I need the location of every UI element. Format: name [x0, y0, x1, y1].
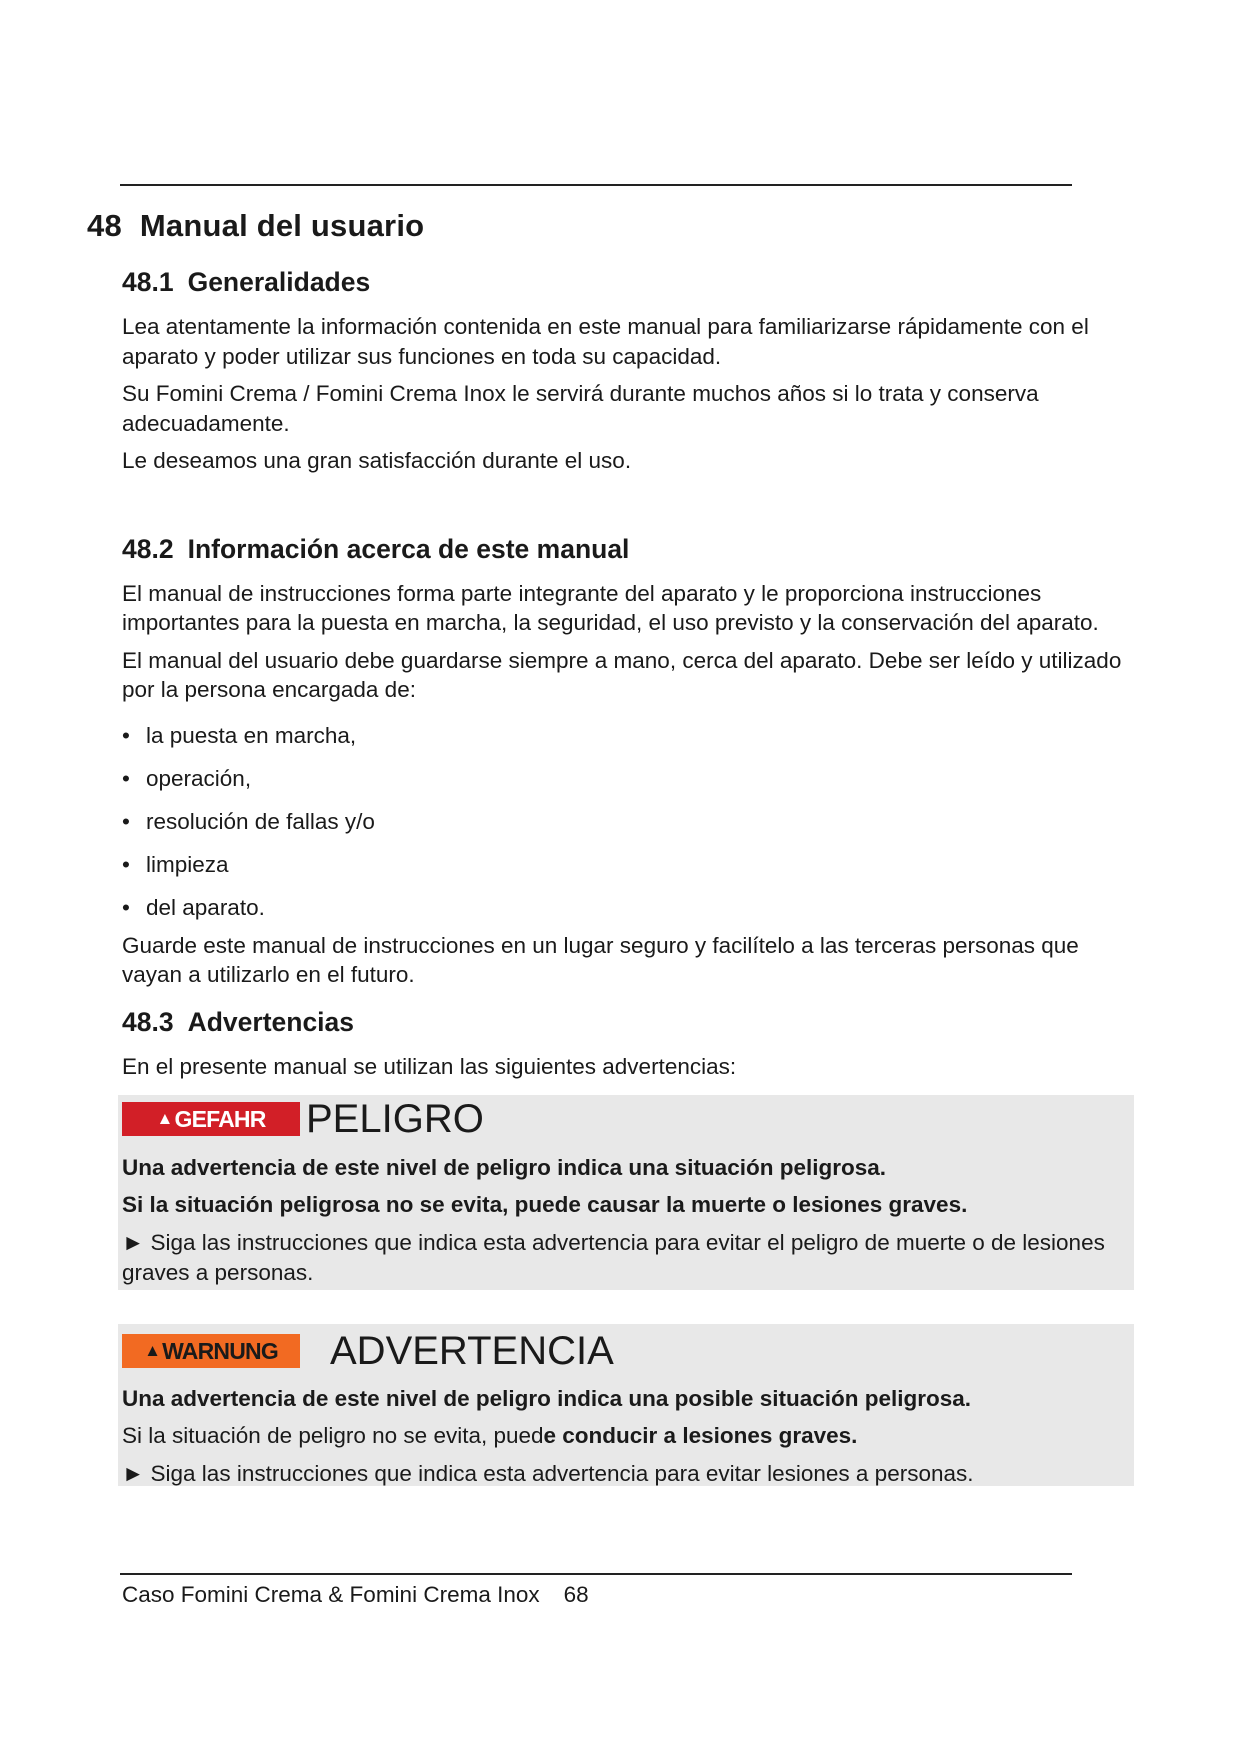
- paragraph: El manual de instrucciones forma parte integrante del aparato y le proporciona instrucciones importantes para la puesta en marcha, la seguridad, el uso previsto y la conservación del aparato.: [122, 580, 1099, 635]
- footer-title: Caso Fomini Crema & Fomini Crema Inox: [122, 1582, 540, 1607]
- warning-line: Si la situación peligrosa no se evita, puede causar la muerte o lesiones graves.: [122, 1192, 968, 1217]
- heading-number: 48.1: [122, 267, 174, 297]
- warning-instruction: ► Siga las instrucciones que indica esta advertencia para evitar el peligro de muerte o de lesiones graves a personas.: [122, 1230, 1105, 1285]
- list-item: • la puesta en marcha,: [122, 721, 1122, 764]
- list-item: • resolución de fallas y/o: [122, 807, 1122, 850]
- warning-header: [122, 1097, 1130, 1141]
- bullet-list: [122, 721, 1122, 936]
- footer-rule: [120, 1573, 1072, 1575]
- page-content: [87, 208, 1122, 1486]
- paragraph: En el presente manual se utilizan las siguientes advertencias:: [122, 1053, 737, 1079]
- warning-line: Una advertencia de este nivel de peligro indica una posible situación peligrosa.: [122, 1386, 971, 1411]
- heading-generalidades: [122, 267, 1122, 298]
- warnung-badge: [122, 1334, 300, 1368]
- signal-word: ADVERTENCIA: [330, 1328, 614, 1373]
- paragraph: El manual del usuario debe guardarse siempre a mano, cerca del aparato. Debe ser leído y utilizado por la persona encargada de:: [122, 647, 1122, 702]
- paragraph: Su Fomini Crema / Fomini Crema Inox le servirá durante muchos años si lo trata y conserva adecuadamente.: [122, 381, 1039, 436]
- page-footer: [122, 1580, 589, 1610]
- warning-line-normal: Si la situación de peligro no se evita, pued: [122, 1423, 544, 1448]
- gefahr-badge: [122, 1102, 300, 1136]
- heading-number: 48.3: [122, 1006, 174, 1037]
- heading-number: 48.2: [122, 533, 174, 564]
- informacion-body: [122, 579, 1122, 705]
- warning-triangle-icon: ▲: [144, 1341, 161, 1360]
- warning-line: [122, 1421, 1130, 1451]
- heading-informacion: [122, 534, 1122, 565]
- warning-instruction: ► Siga las instrucciones que indica esta advertencia para evitar lesiones a personas.: [122, 1460, 974, 1486]
- warning-line-bold: e conducir a lesiones graves.: [543, 1423, 858, 1448]
- page-number: 68: [563, 1582, 589, 1607]
- list-item: • del aparato.: [122, 893, 1122, 936]
- warning-box-peligro: [118, 1095, 1134, 1290]
- paragraph: Lea atentamente la información contenida en este manual para familiarizarse rápidamente con el aparato y poder utilizar sus funciones en toda su capacidad.: [122, 314, 1089, 369]
- generalidades-body: [122, 312, 1122, 476]
- paragraph: Le deseamos una gran satisfacción durante el uso.: [122, 448, 632, 473]
- list-item: • operación,: [122, 764, 1122, 807]
- section-heading: [87, 208, 1122, 244]
- section-title: Manual del usuario: [139, 208, 425, 243]
- header-rule: [120, 184, 1072, 186]
- warning-header: [122, 1328, 1130, 1374]
- list-item: • limpieza: [122, 850, 1122, 893]
- warning-line: Una advertencia de este nivel de peligro indica una situación peligrosa.: [122, 1155, 886, 1180]
- warning-triangle-icon: ▲: [156, 1109, 173, 1128]
- warning-box-advertencia: [118, 1324, 1134, 1486]
- badge-label: GEFAHR: [174, 1105, 266, 1132]
- heading-title: Información acerca de este manual: [187, 533, 630, 564]
- heading-title: Advertencias: [187, 1006, 355, 1037]
- signal-word: PELIGRO: [306, 1096, 484, 1141]
- paragraph: Guarde este manual de instrucciones en un lugar seguro y facilítelo a las terceras personas que vayan a utilizarlo en el futuro.: [122, 932, 1079, 987]
- badge-label: WARNUNG: [162, 1337, 278, 1364]
- section-number: 48: [87, 208, 122, 243]
- heading-title: Generalidades: [187, 267, 371, 297]
- heading-advertencias: [122, 1007, 1122, 1038]
